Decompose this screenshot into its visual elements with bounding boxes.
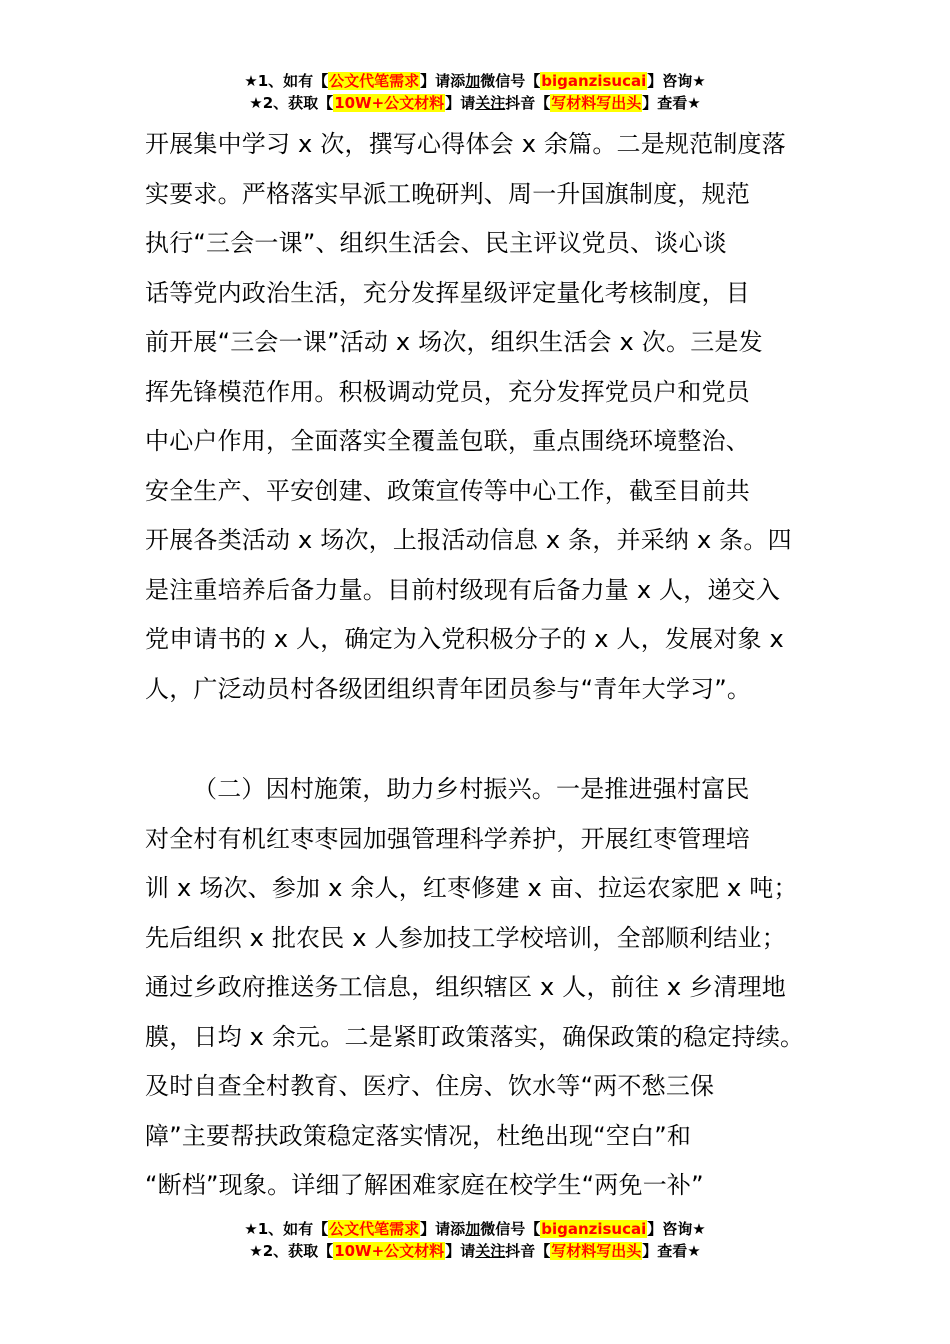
text-line: （二）因村施策，助力乡村振兴。一是推进强村富民 — [193, 775, 750, 803]
banner-highlight: 公文代笔需求 — [329, 72, 420, 90]
text-line: 及时自查全村教育、医疗、住房、饮水等“两不愁三保 — [145, 1072, 715, 1100]
top-banner-line1 — [0, 70, 950, 92]
banner-highlight: biganzisucai — [541, 72, 647, 90]
banner-text: ★2、获取【 — [249, 1242, 334, 1260]
banner-text: 】查看★ — [642, 1242, 701, 1260]
banner-underlined: 加 — [465, 72, 481, 90]
text-line: 先后组织 x 批农民 x 人参加技工学校培训，全部顺利结业； — [145, 923, 786, 952]
banner-highlight: 写材料写出头 — [551, 1242, 642, 1260]
bottom-banner-line1 — [0, 1218, 950, 1240]
banner-text: ★2、获取【 — [249, 94, 334, 112]
text-line: 安全生产、平安创建、政策宣传等中心工作，截至目前共 — [145, 476, 750, 505]
text-line: 开展各类活动 x 场次，上报活动信息 x 条，并采纳 x 条。四 — [145, 526, 792, 554]
banner-highlight: 公文代笔需求 — [329, 1220, 420, 1238]
paragraph-2 — [145, 765, 825, 1211]
paragraph-gap — [145, 714, 825, 765]
banner-text: 】咨询★ — [647, 1220, 706, 1238]
top-banner — [0, 70, 950, 114]
banner-text: 】请 — [445, 94, 476, 112]
text-line: 障”主要帮扶政策稳定落实情况，杜绝出现“空白”和 — [145, 1121, 692, 1150]
top-banner-line2 — [0, 92, 950, 114]
banner-highlight: 10W+公文材料 — [334, 94, 445, 112]
banner-underlined: 加 — [465, 1220, 481, 1238]
text-line: 执行“三会一课”、组织生活会、民主评议党员、谈心谈 — [145, 229, 727, 257]
bottom-banner-line2 — [0, 1240, 950, 1262]
banner-text: ★1、如有【 — [244, 1220, 329, 1238]
text-line: 实要求。严格落实早派工晚研判、周一升国旗制度，规范 — [145, 179, 750, 208]
banner-text: 抖音【 — [505, 1242, 551, 1260]
text-line: 中心户作用，全面落实全覆盖包联，重点围绕环境整治、 — [145, 427, 750, 455]
banner-highlight: 10W+公文材料 — [334, 1242, 445, 1260]
text-line: 挥先锋模范作用。积极调动党员，充分发挥党员户和党员 — [145, 377, 750, 406]
text-line: 膜，日均 x 余元。二是紧盯政策落实，确保政策的稳定持续。 — [145, 1022, 805, 1051]
banner-underlined: 关注 — [475, 94, 506, 112]
banner-text: 】请添 — [420, 72, 466, 90]
text-line: 开展集中学习 x 次，撰写心得体会 x 余篇。二是规范制度落 — [145, 130, 786, 158]
paragraph-1 — [145, 120, 825, 714]
text-line: 对全村有机红枣枣园加强管理科学养护，开展红枣管理培 — [145, 824, 750, 853]
text-line: 党申请书的 x 人，确定为入党积极分子的 x 人，发展对象 x — [145, 625, 784, 653]
banner-text: 】请添 — [420, 1220, 466, 1238]
banner-text: 】查看★ — [642, 94, 701, 112]
banner-text: ★1、如有【 — [244, 72, 329, 90]
text-line: 训 x 场次、参加 x 余人，红枣修建 x 亩、拉运农家肥 x 吨； — [145, 874, 798, 902]
text-line: 人，广泛动员村各级团组织青年团员参与“青年大学习”。 — [145, 674, 752, 703]
banner-highlight: biganzisucai — [541, 1220, 647, 1238]
bottom-banner — [0, 1218, 950, 1262]
banner-text: 微信号【 — [480, 72, 541, 90]
banner-highlight: 写材料写出头 — [551, 94, 642, 112]
text-line: “断档”现象。详细了解困难家庭在校学生“两免一补” — [145, 1171, 704, 1199]
document-body — [145, 120, 825, 1211]
banner-text: 抖音【 — [505, 94, 551, 112]
text-line: 通过乡政府推送务工信息，组织辖区 x 人，前往 x 乡清理地 — [145, 973, 786, 1001]
banner-underlined: 关注 — [475, 1242, 506, 1260]
text-line: 话等党内政治生活，充分发挥星级评定量化考核制度，目 — [145, 278, 750, 307]
text-line: 是注重培养后备力量。目前村级现有后备力量 x 人，递交入 — [145, 575, 781, 604]
text-line: 前开展“三会一课”活动 x 场次，组织生活会 x 次。三是发 — [145, 328, 763, 356]
banner-text: 微信号【 — [480, 1220, 541, 1238]
banner-text: 】咨询★ — [647, 72, 706, 90]
banner-text: 】请 — [445, 1242, 476, 1260]
